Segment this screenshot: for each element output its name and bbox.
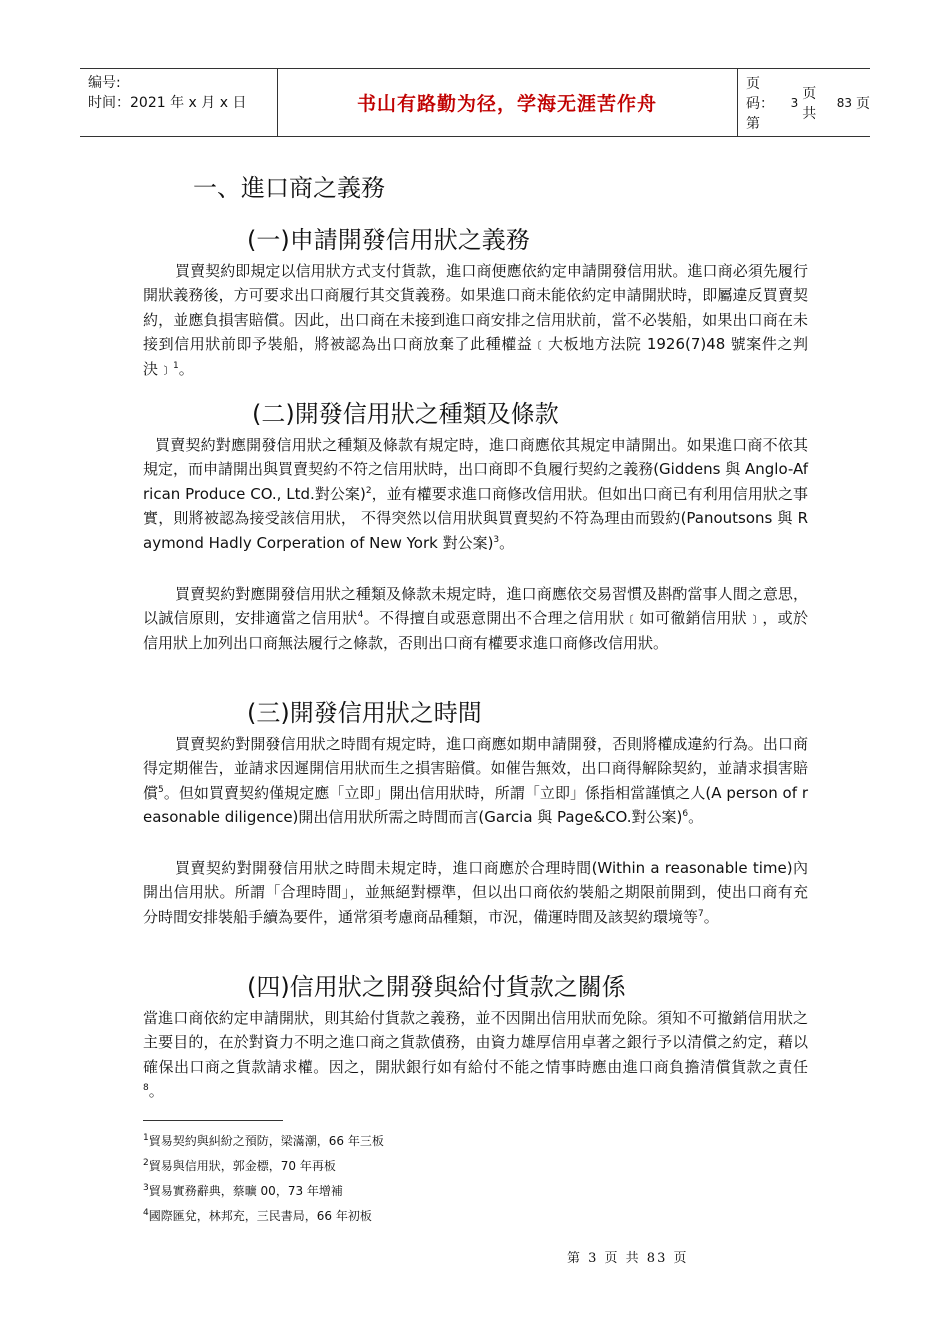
page-label: 页码：第 (746, 75, 774, 132)
paragraph (143, 1006, 808, 1104)
footnote-number: 4 (143, 1208, 149, 1218)
paragraph-tail: 。不得擅自或惡意開出不合理之信用狀﹝如可徹銷信用狀﹞，或於信用狀上加列出口商無法履行之條款，否則出口商有權要求進口商修改信用狀。 (143, 609, 808, 652)
footnote-ref[interactable]: 5 (158, 784, 164, 795)
paragraph-text: 當進口商依約定申請開狀，則其給付貨款之義務，並不因開出信用狀而免除。須知不可撤銷信用狀之主要目的，在於對資力不明之進口商之貨款債務，由資力雄厚信用卓著之銀行予以清償之約定，藉以確保出口商之貨款請求權。因之，開狀銀行如有給付不能之情事時應由進口商負擔清償貨款之責任 (143, 1009, 808, 1076)
footnote-text: 國際匯兌，林邦充，三民書局，66 年初板 (148, 1209, 372, 1223)
paragraph (143, 732, 808, 830)
footnote (143, 1132, 384, 1149)
footnote-ref[interactable]: 7 (698, 908, 704, 919)
footnote-ref[interactable]: 6 (682, 809, 689, 820)
footnote-ref[interactable]: 4 (357, 610, 364, 621)
paragraph (143, 582, 808, 655)
footnote-ref[interactable]: 1 (173, 360, 179, 371)
page-header (80, 68, 870, 137)
paragraph (143, 259, 808, 381)
page-total: 83 (836, 95, 852, 110)
paragraph-tail: 。 (148, 1082, 164, 1101)
footnote-ref[interactable]: 2 (365, 485, 372, 496)
paragraph-text: 買賣契約對開發信用狀之時間未規定時，進口商應於合理時間(Within a reasonable time)內開出信用狀。所謂「合理時間」，並無絕對標準，但以出口商依約裝船之期限前開到，使出口商有充分時間安排裝船手續為要件，通常須考慮商品種類，市況，備運時間及該契約環境等 (143, 859, 808, 926)
paragraph-tail: 。 (499, 533, 515, 552)
footnote-text: 貿易實務辭典，蔡曠 00，73 年增補 (148, 1184, 343, 1198)
subsection-heading-1: (一)申請開發信用狀之義務 (247, 226, 530, 254)
paragraph-text: 買賣契約對應開發信用狀之種類及條款有規定時，進口商應依其規定申請開出。如果進口商不依其規定，而申請開出與買賣契約不符之信用狀時，出口商即不負履行契約之義務(Giddens 與 Anglo-African Produce CO., Ltd.對公案) (143, 436, 808, 503)
footnote-text: 貿易契約與糾紛之預防，梁滿潮，66 年三板 (148, 1134, 384, 1148)
page-footer: 第 3 页 共 83 页 (567, 1251, 689, 1266)
paragraph (143, 856, 808, 929)
paragraph-text: 買賣契約對應開發信用狀之種類及條款未規定時，進口商應依交易習慣及斟酌當事人間之意思，以誠信原則，安排適當之信用狀 (143, 585, 808, 628)
section-title: 一、進口商之義務 (193, 174, 385, 202)
paragraph-text: 買賣契約即規定以信用狀方式支付貨款，進口商便應依約定申請開發信用狀。進口商必須先履行開狀義務後，方可要求出口商履行其交貨義務。如果進口商未能依約定申請開狀時，即屬違反買賣契約，並應負損害賠償。因此，出口商在未接到進口商安排之信用狀前，當不必裝船，如果出口商在未接到信用狀前即予裝船，將被認為出口商放棄了此種權益﹝大板地方法院 1926(7)48 號案件之判決﹞ (143, 262, 808, 378)
paragraph-tail: 。 (703, 907, 719, 926)
header-page-cell (737, 69, 870, 136)
subsection-heading-3: (三)開發信用狀之時間 (247, 699, 482, 727)
page-mid-label: 页 共 (802, 85, 831, 122)
footnote-ref[interactable]: 8 (143, 1083, 149, 1094)
document-date: 时间：2021 年 x 月 x 日 (88, 95, 247, 111)
header-motto: 书山有路勤为径，学海无涯苦作舟 (356, 93, 657, 115)
header-meta-cell (80, 69, 278, 136)
footnote (143, 1207, 372, 1224)
paragraph-tail: 。 (688, 808, 704, 827)
footnote-ref[interactable]: 3 (493, 534, 500, 545)
paragraph-tail: 。 (178, 359, 194, 378)
footnote (143, 1182, 343, 1199)
footnote-number: 3 (143, 1183, 149, 1193)
paragraph (143, 433, 808, 555)
subsection-heading-4: (四)信用狀之開發與給付貨款之關係 (247, 973, 626, 1001)
footnote-divider (143, 1120, 283, 1121)
footnote (143, 1157, 336, 1174)
paragraph-text: ，並有權要求進口商修改信用狀。但如出口商已有利用信用狀之事實，則將被認為接受該信用狀， 不得突然以信用狀與買賣契約不符為理由而毀約(Panoutsons 與 Raymond Hadly Corperation of New York 對公案) (143, 484, 808, 552)
footnote-text: 貿易與信用狀，郭金標，70 年再板 (148, 1159, 336, 1173)
footnote-number: 1 (143, 1133, 149, 1143)
page-end-label: 页 (856, 95, 870, 112)
header-motto-cell (277, 69, 738, 136)
document-number-label: 编号: (88, 75, 121, 91)
page-number: 3 (790, 95, 799, 110)
footnote-number: 2 (143, 1158, 149, 1168)
subsection-heading-2: (二)開發信用狀之種類及條款 (252, 400, 559, 428)
paragraph-text: 買賣契約對開發信用狀之時間有規定時，進口商應如期申請開發，否則將權成違約行為。出口商得定期催告，並請求因遲開信用狀而生之損害賠償。如催告無效，出口商得解除契約，並請求損害賠償 (143, 735, 808, 802)
paragraph-text: 。但如買賣契約僅規定應「立即」開出信用狀時，所謂「立即」係指相當謹慎之人(A person of reasonable diligence)開出信用狀所需之時間而言(Garcia 與 Page&CO.對公案) (143, 783, 808, 827)
